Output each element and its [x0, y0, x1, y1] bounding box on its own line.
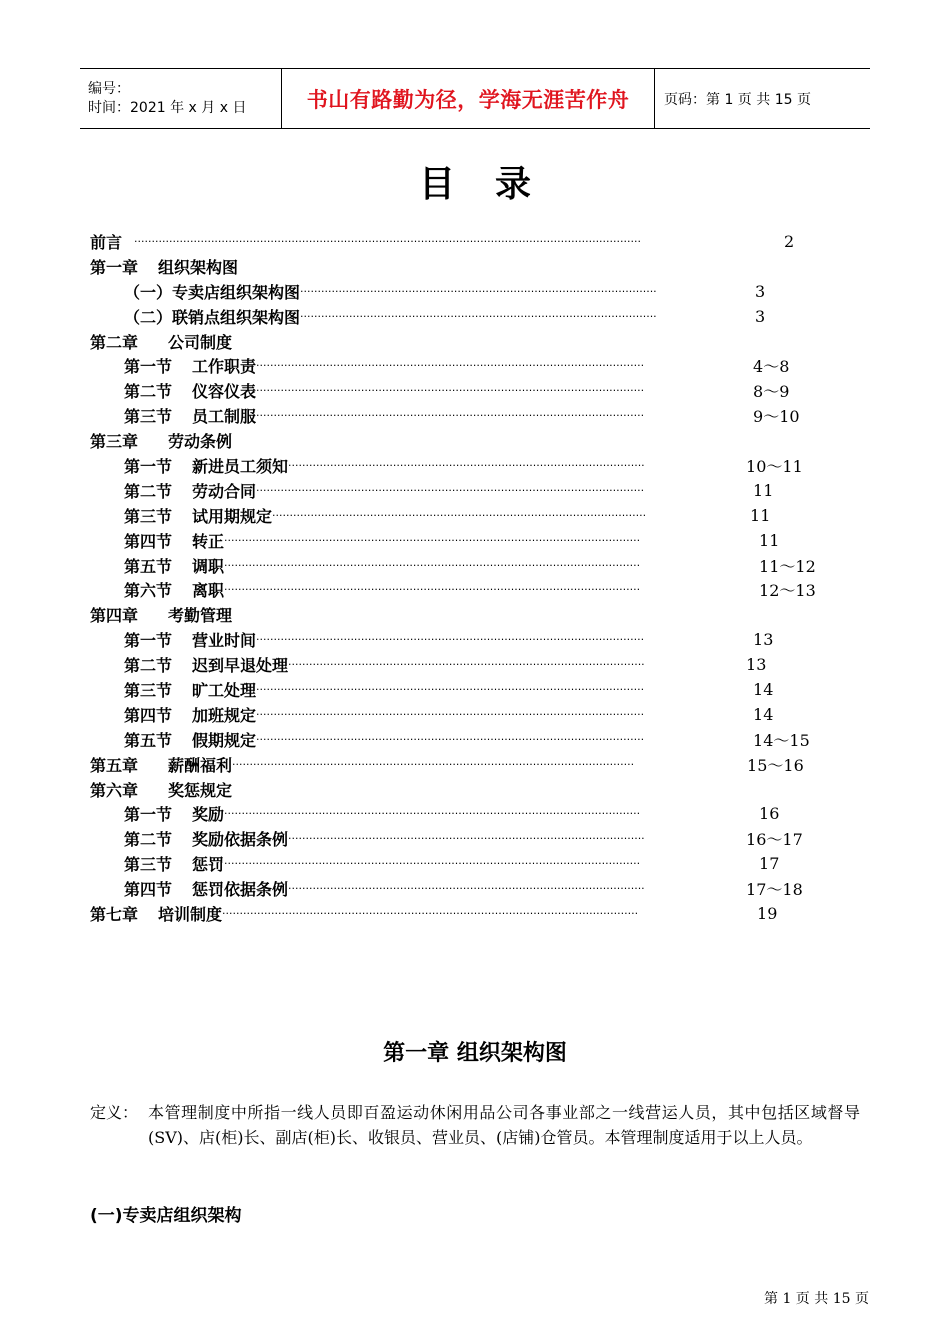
toc-entry-page: 3: [755, 306, 766, 326]
toc-entry-title: 调职: [192, 556, 225, 576]
motto: 书山有路勤为径，学海无涯苦作舟: [306, 87, 630, 112]
toc-entry-title: 营业时间: [192, 631, 257, 651]
toc-entry-page: 3: [755, 281, 766, 301]
toc-entry-number: 第三节: [124, 855, 173, 875]
toc-leader-dots: ······································································································: [300, 309, 657, 323]
toc-entry-page: 13: [753, 630, 774, 650]
toc-entry-title: 迟到早退处理: [192, 656, 289, 676]
toc-entry-title: 加班规定: [192, 705, 257, 725]
toc-leader-dots: ···············································································································: [256, 359, 645, 373]
toc-leader-dots: ·······················································································································: [224, 857, 641, 871]
toc-entry-number: 第二节: [124, 382, 173, 402]
toc-entry-number: 第四章: [90, 606, 139, 626]
toc-entry[interactable]: [90, 329, 850, 354]
toc-entry-number: 第四节: [124, 705, 173, 725]
toc-entry-number: 第三章: [90, 432, 139, 452]
toc-entry-page: 14: [753, 679, 774, 699]
toc-entry[interactable]: [90, 602, 850, 627]
toc-entry-title: 转正: [192, 531, 225, 551]
toc-entry[interactable]: [90, 478, 850, 503]
toc-entry[interactable]: [90, 702, 850, 727]
toc-entry[interactable]: [90, 727, 850, 752]
toc-entry[interactable]: [90, 304, 850, 329]
toc-entry-number: 前言: [90, 232, 123, 252]
toc-entry[interactable]: [90, 826, 850, 851]
toc-entry-number: 第一章: [90, 257, 139, 277]
toc-entry-number: 第二章: [90, 332, 139, 352]
toc-leader-dots: ···············································································································: [256, 384, 645, 398]
header-table: [80, 68, 870, 129]
definition-text: 本管理制度中所指一线人员即百盈运动休闲用品公司各事业部之一线营运人员，其中包括区域督导(SV)、店(柜)长、副店(柜)长、收银员、营业员、(店铺)仓管员。本管理制度适用于以上人员。: [148, 1103, 860, 1147]
toc-entry-number: 第四节: [124, 531, 173, 551]
toc-entry[interactable]: [90, 378, 850, 403]
toc-entry-page: 4～8: [753, 357, 790, 377]
toc-entry-title: 新进员工须知: [192, 456, 289, 476]
toc-entry-title: 奖励依据条例: [192, 830, 289, 850]
toc-entry[interactable]: [90, 652, 850, 677]
toc-entry[interactable]: [90, 752, 850, 777]
toc-leader-dots: ···············································································································: [256, 732, 645, 746]
toc-entry[interactable]: [90, 353, 850, 378]
number-label: 编号：: [88, 80, 130, 97]
toc-entry-number: 第二节: [124, 830, 173, 850]
toc-leader-dots: ······································································································: [300, 284, 657, 298]
toc-entry-number: 第一节: [124, 631, 173, 651]
toc-entry-number: 第三节: [124, 407, 173, 427]
table-of-contents: [90, 229, 850, 926]
toc-entry-title: 工作职责: [192, 357, 257, 377]
toc-leader-dots: ······································································································: [288, 458, 645, 472]
toc-entry-page: 17: [759, 854, 780, 874]
toc-entry-title: 奖励: [192, 805, 225, 825]
toc-entry-number: 第一节: [124, 805, 173, 825]
toc-entry-title: 联销点组织架构图: [172, 307, 301, 327]
toc-entry-page: 10～11: [746, 456, 803, 476]
toc-entry-title: 奖惩规定: [168, 780, 233, 800]
toc-entry-page: 13: [746, 655, 767, 675]
toc-entry[interactable]: [90, 553, 850, 578]
toc-entry-title: 试用期规定: [192, 506, 273, 526]
toc-entry-page: 11～12: [759, 556, 816, 576]
toc-entry[interactable]: [90, 528, 850, 553]
toc-entry-title: 惩罚: [192, 855, 225, 875]
toc-entry-page: 11: [753, 480, 774, 500]
toc-entry-number: 第一节: [124, 456, 173, 476]
toc-entry-title: 旷工处理: [192, 680, 257, 700]
toc-entry-number: （一）: [124, 282, 173, 302]
toc-entry-title: 仪容仪表: [192, 382, 257, 402]
toc-entry-number: 第五节: [124, 556, 173, 576]
toc-entry-title: 薪酬福利: [168, 755, 233, 775]
toc-entry-title: 劳动合同: [192, 481, 257, 501]
toc-entry[interactable]: [90, 403, 850, 428]
toc-leader-dots: ······································································································: [288, 658, 645, 672]
toc-leader-dots: ···············································································································: [256, 682, 645, 696]
toc-leader-dots: ·······················································································································: [224, 533, 641, 547]
toc-entry[interactable]: [90, 901, 850, 926]
toc-leader-dots: ···········································································································: [272, 508, 647, 522]
toc-entry-page: 2: [784, 231, 795, 251]
toc-entry-page: 11: [759, 530, 780, 550]
toc-leader-dots: ·················································································································································: [134, 234, 642, 248]
toc-entry-title: 员工制服: [192, 407, 257, 427]
toc-entry[interactable]: [90, 627, 850, 652]
toc-entry-title: 离职: [192, 581, 225, 601]
toc-entry-number: （二）: [124, 307, 173, 327]
toc-entry-page: 19: [757, 903, 778, 923]
toc-leader-dots: ···············································································································: [256, 707, 645, 721]
toc-entry-number: 第一节: [124, 357, 173, 377]
toc-entry-title: 假期规定: [192, 730, 257, 750]
toc-entry-page: 14: [753, 704, 774, 724]
toc-entry[interactable]: [90, 428, 850, 453]
toc-entry-title: 劳动条例: [168, 432, 233, 452]
toc-leader-dots: ···················································································································: [232, 757, 635, 771]
toc-entry-page: 17～18: [746, 880, 803, 900]
chapter-title: 第一章 组织架构图: [383, 1041, 567, 1066]
time-label: 时间：2021 年 x 月 x 日: [88, 99, 247, 116]
toc-title: 目录: [418, 164, 571, 205]
toc-leader-dots: ···············································································································: [256, 409, 645, 423]
toc-entry-number: 第四节: [124, 880, 173, 900]
toc-leader-dots: ······································································································: [288, 882, 645, 896]
toc-entry[interactable]: [90, 229, 850, 254]
toc-entry-number: 第五章: [90, 755, 139, 775]
toc-leader-dots: ···············································································································: [256, 483, 645, 497]
definition-label: 定义：: [90, 1103, 139, 1122]
toc-entry-page: 9～10: [753, 407, 800, 427]
header-page-cell: [655, 69, 870, 128]
definition-paragraph: [90, 1100, 860, 1150]
toc-entry-title: 专卖店组织架构图: [172, 282, 301, 302]
toc-leader-dots: ···············································································································: [256, 633, 645, 647]
page-footer: 第 1 页 共 15 页: [764, 1291, 869, 1307]
page-label: 页码：第 1 页 共 15 页: [664, 91, 811, 108]
toc-leader-dots: ·······················································································································: [224, 807, 641, 821]
section-heading: (一)专卖店组织架构: [90, 1206, 242, 1226]
header-meta: [80, 69, 281, 128]
toc-entry[interactable]: [90, 851, 850, 876]
toc-entry-number: 第五节: [124, 730, 173, 750]
toc-entry-number: 第六章: [90, 780, 139, 800]
header-motto-cell: [281, 69, 655, 128]
toc-entry[interactable]: [90, 254, 850, 279]
toc-entry[interactable]: [90, 777, 850, 802]
toc-entry-page: 16: [759, 804, 780, 824]
toc-leader-dots: ·······················································································································: [224, 583, 641, 597]
toc-entry-page: 15～16: [747, 755, 804, 775]
toc-entry-title: 公司制度: [168, 332, 233, 352]
toc-entry-page: 12～13: [759, 581, 816, 601]
toc-entry[interactable]: [90, 577, 850, 602]
toc-entry-page: 16～17: [746, 830, 803, 850]
toc-entry-number: 第七章: [90, 904, 139, 924]
toc-entry-title: 培训制度: [158, 904, 223, 924]
toc-entry-title: 考勤管理: [168, 606, 233, 626]
toc-leader-dots: ·······················································································································: [222, 906, 639, 920]
toc-entry-page: 14～15: [753, 730, 810, 750]
toc-entry[interactable]: [90, 876, 850, 901]
toc-entry-number: 第二节: [124, 656, 173, 676]
toc-entry-number: 第二节: [124, 481, 173, 501]
toc-entry-number: 第六节: [124, 581, 173, 601]
toc-entry[interactable]: [90, 801, 850, 826]
toc-entry[interactable]: [90, 453, 850, 478]
toc-entry-page: 8～9: [753, 382, 790, 402]
toc-entry[interactable]: [90, 279, 850, 304]
toc-entry-title: 惩罚依据条例: [192, 880, 289, 900]
toc-entry-number: 第三节: [124, 506, 173, 526]
toc-entry[interactable]: [90, 677, 850, 702]
toc-entry-number: 第三节: [124, 680, 173, 700]
toc-leader-dots: ·······················································································································: [224, 558, 641, 572]
toc-leader-dots: ······································································································: [288, 832, 645, 846]
toc-entry-title: 组织架构图: [158, 257, 239, 277]
toc-entry-page: 11: [750, 505, 771, 525]
toc-entry[interactable]: [90, 503, 850, 528]
